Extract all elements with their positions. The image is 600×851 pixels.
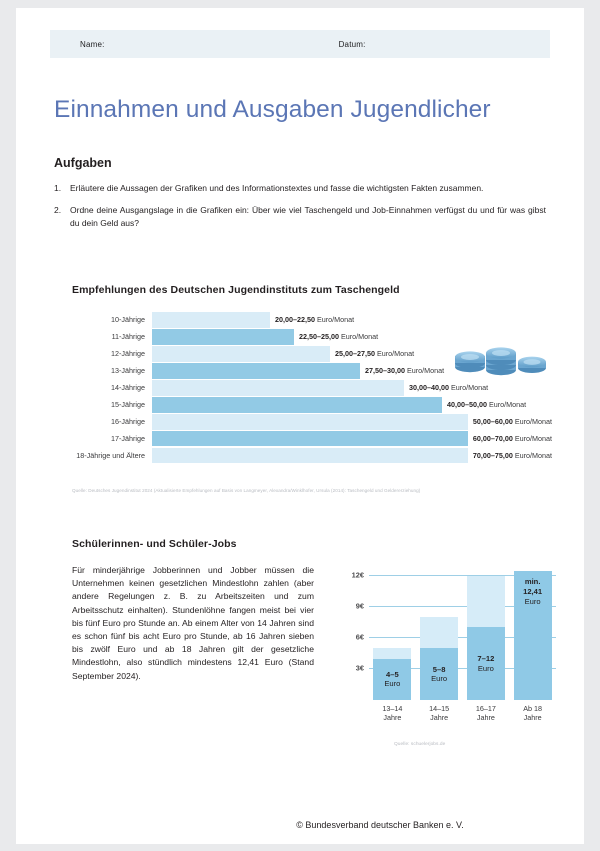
taschengeld-source: Quelle: Deutsches Jugendinstitut 2024 (Aktualisierte Empfehlungen auf Basis von Langmeyer, Alexandra/Winklhofer, Ursula (2014): Taschengeld und Geldererziehung) (72, 488, 421, 493)
copyright-text: © Bundesverband deutscher Banken e. V. (296, 820, 464, 830)
bar-category-label: 15-Jährige (111, 400, 145, 410)
y-axis-tick-label: 9€ (355, 601, 364, 611)
bar-value-label: 30,00–40,00 Euro/Monat (409, 383, 489, 393)
bar-value-label: 60,00–70,00 Euro/Monat (472, 434, 552, 444)
x-axis-category-label: 14–15 Jahre (429, 704, 450, 723)
jobs-body-text: Für minderjährige Jobberinnen und Jobber müssen die Unternehmen keinen gesetzlichen Mindestlohn zahlen (aber andere Regelungen z. B. zu Arbeitszeiten und zum Arbeitsschutz einhalten). Stundenlöhne fangen meist bei vier bis fünf Euro pro Stunde an. Ab einem Alter von 14 Jahren sind es schon fünf bis acht Euro pro Stunde, ab 16 Jahren sieben bis zwölf Euro und ab 18 Jahren gilt der gesetzliche Mindestlohn, also stündlich mindestens 12,41 Euro (Stand September 2024). (72, 565, 314, 681)
task-number: 1. (54, 183, 62, 193)
tasks-heading: Aufgaben (54, 156, 112, 170)
bar-track (152, 414, 552, 430)
column-bar (514, 571, 552, 700)
bar-track (152, 397, 552, 413)
bar-value-label: 25,00–27,50 Euro/Monat (335, 349, 415, 359)
table-row (72, 380, 552, 396)
bar-fill (152, 346, 330, 362)
bar-fill (152, 431, 468, 447)
task-item (54, 204, 546, 230)
table-row (72, 312, 552, 328)
bar-track (152, 448, 552, 464)
bar-category-label: 10-Jährige (111, 315, 145, 325)
bar-fill (152, 397, 442, 413)
column-value-label: min. 12,41 Euro (523, 577, 543, 606)
bar-category-label: 16-Jährige (111, 417, 145, 427)
table-row (72, 448, 552, 464)
bar-fill (152, 414, 468, 430)
task-text: Erläutere die Aussagen der Grafiken und des Informationstextes und fasse die wichtigsten Fakten zusammen. (70, 183, 484, 193)
task-item (54, 182, 546, 195)
date-field-label: Datum: (338, 39, 366, 49)
jobs-column-chart (341, 560, 556, 735)
worksheet-page (16, 8, 584, 844)
bar-fill (152, 363, 360, 379)
bar-value-label: 50,00–60,00 Euro/Monat (472, 417, 552, 427)
bar-category-label: 13-Jährige (111, 366, 145, 376)
table-row (72, 397, 552, 413)
column-chart-plot (351, 560, 556, 723)
task-text: Ordne deine Ausgangslage in die Grafiken ein: Über wie viel Taschengeld und Job-Einnahmen verfügst du und für was gibst du dein Geld aus? (70, 205, 546, 228)
table-row (72, 431, 552, 447)
bar-value-label: 27,50–30,00 Euro/Monat (365, 366, 445, 376)
bar-value-label: 40,00–50,00 Euro/Monat (447, 400, 527, 410)
jobs-source: Quelle: schuelerjobs.de (394, 742, 446, 747)
name-field-label: Name: (80, 39, 105, 49)
bar-fill (152, 448, 468, 464)
table-row (72, 414, 552, 430)
name-date-bar (50, 30, 550, 58)
column-value-label: 5–8 Euro (431, 664, 448, 684)
y-axis-tick-label: 3€ (355, 663, 364, 673)
column-value-label: 7–12 Euro (477, 654, 495, 673)
bar-category-label: 18-Jährige und Ältere (76, 451, 145, 461)
bar-fill (152, 380, 404, 396)
taschengeld-heading: Empfehlungen des Deutschen Jugendinstituts zum Taschengeld (72, 284, 400, 296)
bar-value-label: 20,00–22,50 Euro/Monat (275, 315, 355, 325)
bar-track (152, 380, 552, 396)
y-axis-tick-label: 12€ (351, 570, 364, 580)
bar-category-label: 11-Jährige (111, 332, 145, 342)
bar-category-label: 14-Jährige (111, 383, 145, 393)
x-axis-category-label: 16–17 Jahre (475, 704, 496, 723)
task-number: 2. (54, 205, 62, 215)
bar-category-label: 12-Jährige (111, 349, 145, 359)
column-value-label: 4–5 Euro (384, 669, 401, 689)
bar-value-label: 22,50–25,00 Euro/Monat (299, 332, 379, 342)
page-footer (16, 820, 584, 830)
column-bar (373, 648, 411, 700)
jobs-heading: Schülerinnen- und Schüler-Jobs (72, 538, 237, 550)
coin-stack-icon (453, 343, 549, 377)
page-title: Einnahmen und Ausgaben Jugendlicher (54, 96, 491, 123)
y-axis-tick-label: 6€ (355, 632, 364, 642)
bar-track (152, 431, 552, 447)
bar-fill (152, 312, 270, 328)
bar-fill (152, 329, 294, 345)
taschengeld-bar-chart (72, 312, 552, 465)
bar-value-label: 70,00–75,00 Euro/Monat (472, 451, 552, 461)
column-bar (420, 617, 458, 700)
bar-category-label: 17-Jährige (111, 434, 145, 444)
column-bar (467, 576, 505, 700)
x-axis-category-label: Ab 18 Jahre (523, 704, 543, 723)
tasks-list (54, 182, 546, 239)
bar-track (152, 312, 552, 328)
x-axis-category-label: 13–14 Jahre (382, 704, 403, 723)
